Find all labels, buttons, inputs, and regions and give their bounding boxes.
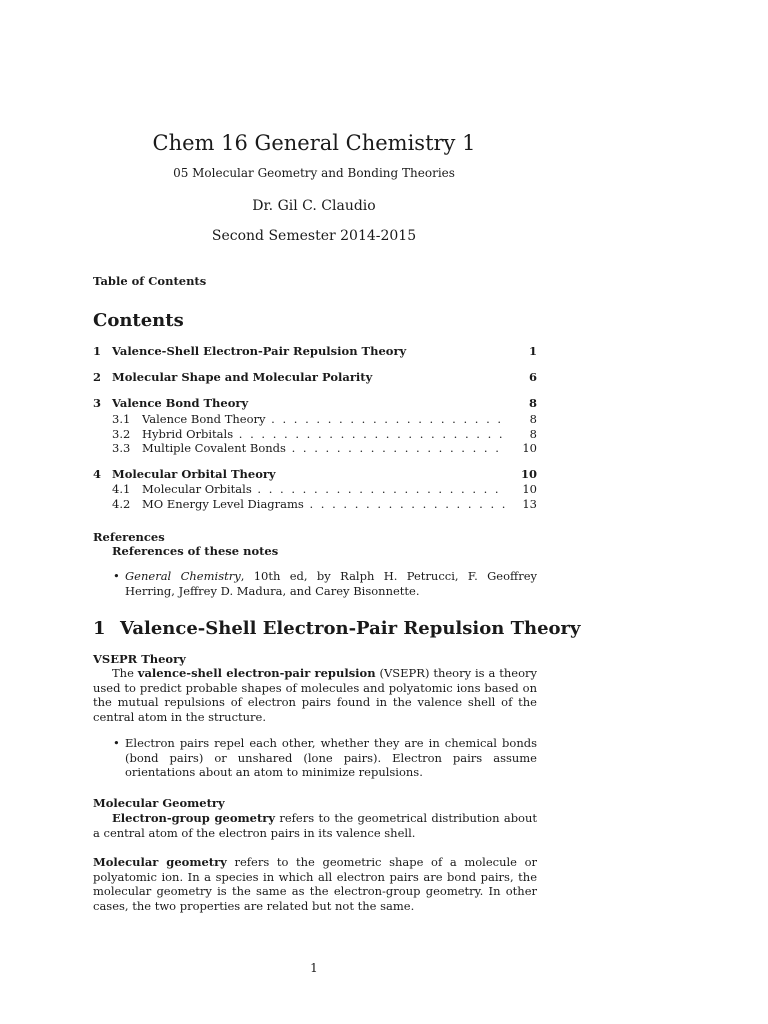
toc-entry-number: 4: [93, 467, 102, 481]
toc-subentry[interactable]: [93, 427, 537, 442]
toc-subentry-title: Valence Bond Theory . . .: [142, 412, 507, 427]
toc-subentry-number: 4.1: [112, 482, 131, 496]
toc-subentry-number: 3.1: [112, 412, 131, 426]
toc-subentry-page: 8: [529, 412, 537, 426]
molecular-geometry-term: Molecular geometry: [93, 855, 227, 869]
electron-group-text: refers to the geometrical distribution about a central atom of the electron pairs in its valence shell.: [93, 811, 538, 840]
toc-entry[interactable]: [93, 467, 537, 482]
reference-details: , 10th ed, by Ralph H. Petrucci, F. Geoffrey Herring, Jeffrey D. Madura, and Carey Bisonnette.: [125, 569, 537, 598]
vsepr-bullet: Electron pairs repel each other, whether they are in chemical bonds (bond pairs) or unshared (lone pairs). Electron pairs assume orientations about an atom to minimize repulsions.: [125, 736, 537, 779]
toc-entry-page: 1: [528, 344, 537, 358]
vsepr-paragraph: [93, 666, 537, 724]
toc-entry-title: Valence Bond Theory: [112, 396, 249, 410]
toc-subentry-page: 10: [522, 482, 537, 496]
toc-entry[interactable]: [93, 344, 537, 359]
toc-subentry-number: 4.2: [112, 497, 131, 511]
toc-label: Table of Contents: [93, 274, 207, 288]
vsepr-heading: VSEPR Theory: [93, 652, 186, 666]
vsepr-paragraph-prefix: The: [112, 666, 138, 680]
contents-heading: Contents: [93, 310, 184, 331]
semester: Second Semester 2014-2015: [211, 228, 417, 244]
toc-subentry[interactable]: [93, 497, 537, 512]
bullet-marker: •: [113, 569, 120, 583]
toc-subentry-page: 8: [529, 427, 537, 441]
toc-subentry[interactable]: [93, 412, 537, 427]
vsepr-paragraph-text: (VSEPR) theory is a theory used to predict probable shapes of molecules and polyatomic ions based on the mutual repulsions of electron pairs found in the valence shell of the central atom in the structure.: [93, 666, 537, 724]
bullet-marker: •: [113, 736, 120, 750]
toc-entry[interactable]: [93, 370, 537, 385]
toc-subentry-number: 3.2: [112, 427, 131, 441]
vsepr-term: valence-shell electron-pair repulsion: [137, 666, 376, 680]
section-title: Valence-Shell Electron-Pair Repulsion Theory: [120, 618, 581, 639]
electron-group-paragraph: [93, 811, 537, 840]
references-heading: References: [93, 530, 165, 544]
section-heading: [93, 618, 581, 639]
author: Dr. Gil C. Claudio: [252, 198, 376, 214]
toc-subentry[interactable]: [93, 441, 537, 456]
toc-entry-title: Valence-Shell Electron-Pair Repulsion Theory: [112, 344, 407, 358]
toc-subentry-title: MO Energy Level Diagrams . . .: [142, 497, 507, 512]
electron-group-term: Electron-group geometry: [112, 811, 276, 825]
toc-subentry-page: 10: [522, 441, 537, 455]
toc-subentry-title: Multiple Covalent Bonds . . .: [142, 441, 507, 456]
toc-entry-number: 1: [93, 344, 102, 358]
toc-entry-page: 8: [528, 396, 537, 410]
toc-subentry-title: Hybrid Orbitals . . .: [142, 427, 507, 442]
page-number: 1: [310, 961, 318, 975]
section-number: 1: [93, 618, 106, 639]
toc-subentry-title: Molecular Orbitals . . .: [142, 482, 507, 497]
document-title: Chem 16 General Chemistry 1: [152, 131, 476, 155]
document-subtitle: 05 Molecular Geometry and Bonding Theories: [173, 166, 455, 180]
toc-entry-page: 10: [520, 467, 537, 481]
molecular-geometry-paragraph: [93, 855, 537, 913]
reference-title: General Chemistry: [125, 569, 241, 583]
references-subheading: References of these notes: [112, 544, 279, 558]
molecular-geometry-text: refers to the geometric shape of a molecule or polyatomic ion. In a species in which all electron pairs are bond pairs, the molecular geometry is the same as the electron-group geometry. In other cases, the two properties are related but not the same.: [93, 855, 537, 913]
toc-entry[interactable]: [93, 396, 537, 411]
toc-subentry-page: 13: [522, 497, 537, 511]
reference-item: [125, 569, 537, 598]
toc-entry-title: Molecular Orbital Theory: [112, 467, 276, 481]
toc-subentry[interactable]: [93, 482, 537, 497]
molecular-geometry-heading: Molecular Geometry: [93, 796, 225, 810]
toc-entry-title: Molecular Shape and Molecular Polarity: [112, 370, 373, 384]
toc-entry-number: 2: [93, 370, 102, 384]
toc-subentry-number: 3.3: [112, 441, 131, 455]
toc-entry-number: 3: [93, 396, 102, 410]
toc-entry-page: 6: [528, 370, 537, 384]
